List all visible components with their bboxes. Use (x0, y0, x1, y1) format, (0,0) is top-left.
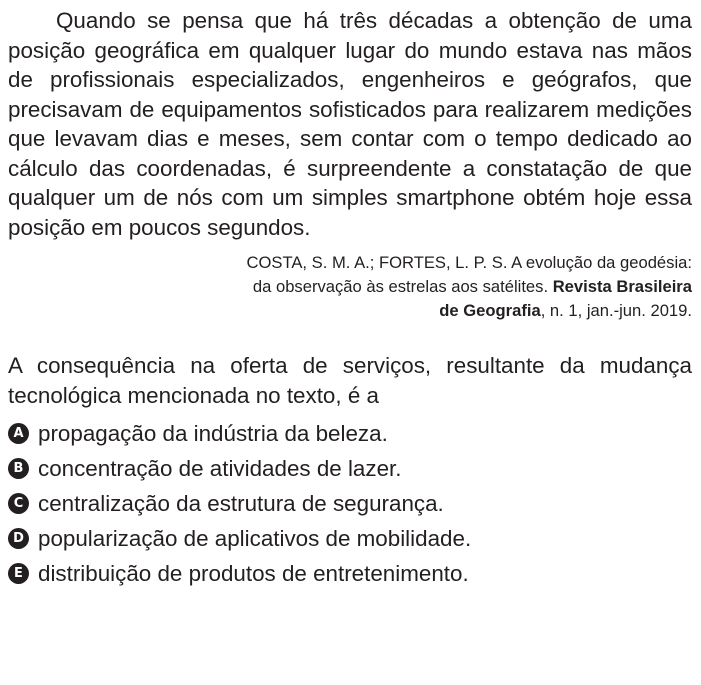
option-letter-badge-icon: D (8, 528, 29, 549)
citation-line-3 (8, 299, 692, 323)
question-stem: A consequência na oferta de serviços, resultante da mudança tecnológica mencionada no texto, é a (8, 353, 692, 408)
option-d[interactable] (8, 521, 692, 556)
citation-details: , n. 1, jan.-jun. 2019. (540, 301, 692, 320)
option-letter-badge-icon: B (8, 458, 29, 479)
option-e[interactable] (8, 556, 692, 591)
option-text: propagação da indústria da beleza. (38, 420, 388, 446)
option-c[interactable] (8, 486, 692, 521)
option-text: centralização da estrutura de segurança. (38, 490, 444, 516)
answer-options (8, 416, 692, 591)
option-text: popularização de aplicativos de mobilidade. (38, 525, 472, 551)
question-page (8, 6, 692, 591)
option-letter-badge-icon: C (8, 493, 29, 514)
option-a[interactable] (8, 416, 692, 451)
option-text: distribuição de produtos de entretenimento. (38, 560, 469, 586)
option-b[interactable] (8, 451, 692, 486)
citation (8, 251, 692, 323)
citation-line-1: COSTA, S. M. A.; FORTES, L. P. S. A evolução da geodésia: (246, 253, 692, 272)
option-letter-badge-icon: A (8, 423, 29, 444)
option-text: concentração de atividades de lazer. (38, 455, 402, 481)
citation-line-2 (8, 275, 692, 299)
passage-text: Quando se pensa que há três décadas a obtenção de uma posição geográfica em qualquer lugar do mundo estava nas mãos de profissionais especializados, engenheiros e geógrafos, que precisavam de equipamentos sofisticados para realizarem medições que levavam dias e meses, sem contar com o tempo dedicado ao cálculo das coordenadas, é surpreendente a constatação de que qualquer um de nós com um simples smartphone obtém hoje essa posição em poucos segundos. (8, 8, 692, 240)
journal-name-part-1: Revista Brasileira (552, 277, 692, 296)
option-letter-badge-icon: E (8, 563, 29, 584)
journal-name-part-2: de Geografia (439, 301, 541, 320)
citation-title-part: da observação às estrelas aos satélites. (252, 277, 549, 296)
